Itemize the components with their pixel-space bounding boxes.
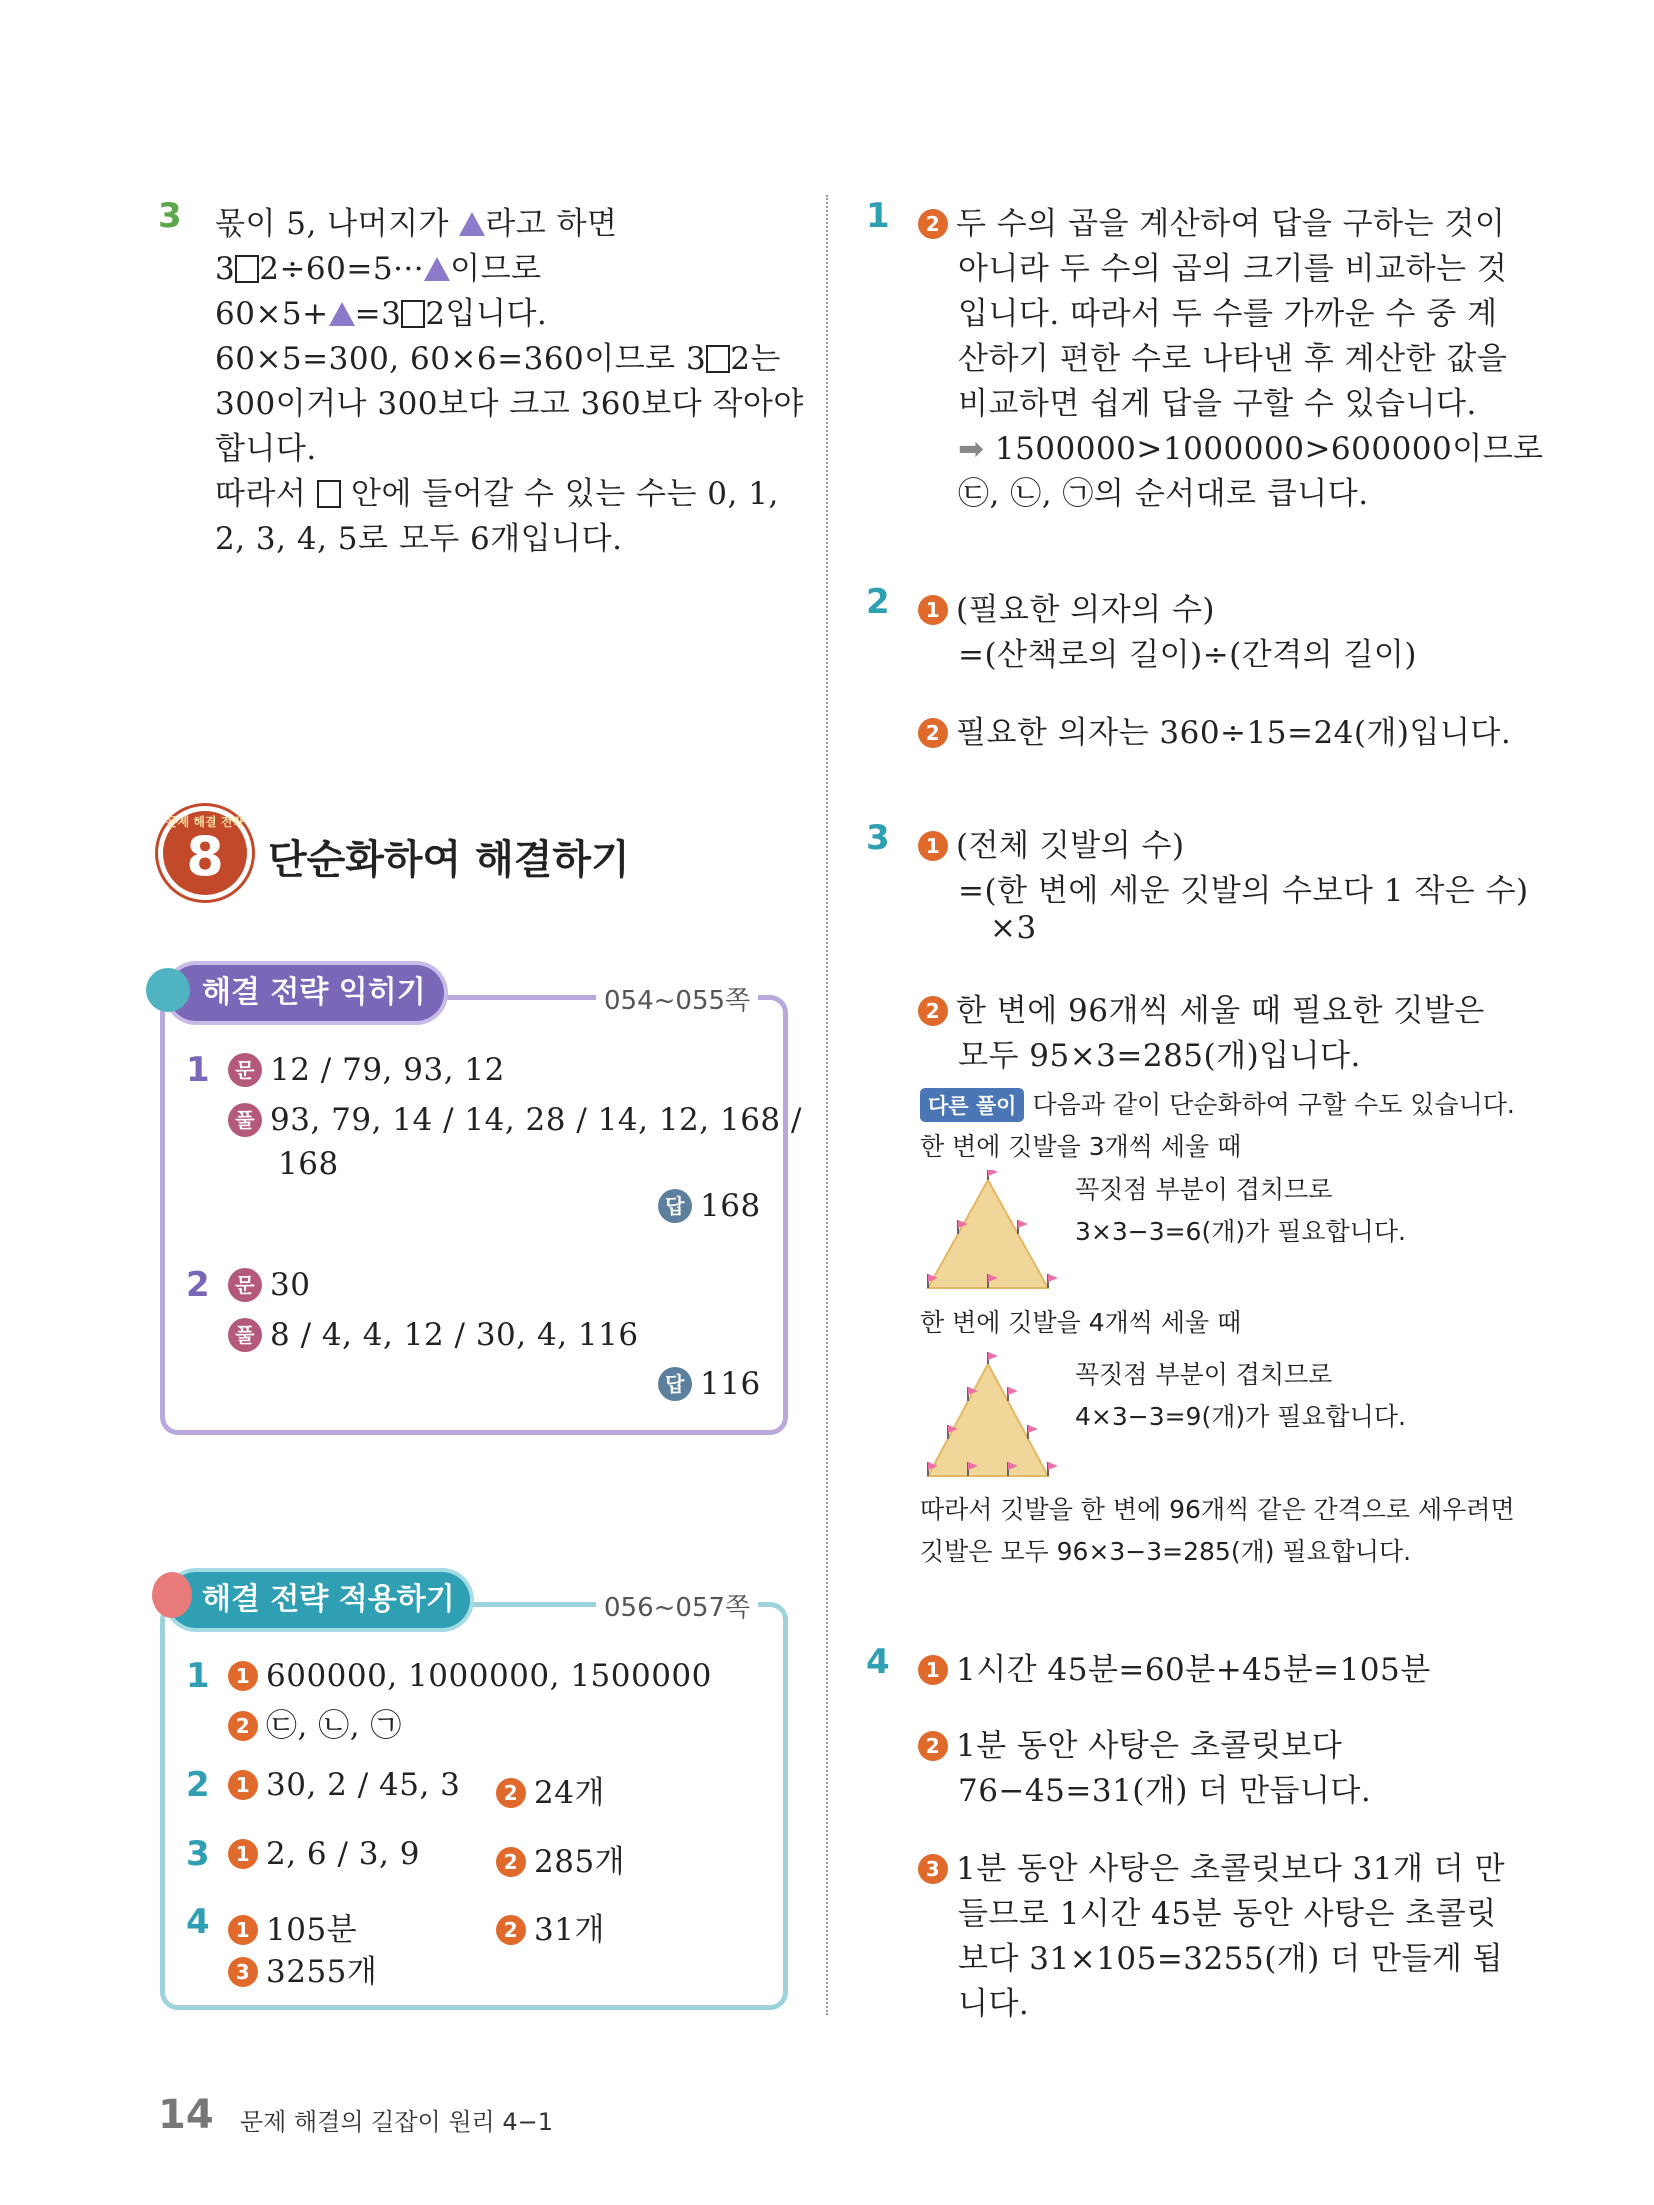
step-number-icon: 2 (496, 1778, 526, 1808)
text-line: 1 (필요한 의자의 수) (918, 584, 1215, 629)
panel-tag: 해결 전략 익히기 (168, 965, 444, 1021)
step-number-icon: 2 (496, 1847, 526, 1877)
answer-line: 3 3255개 (228, 1946, 377, 1991)
alt-solution-line: 꼭짓점 부분이 겹치므로 (1075, 1175, 1333, 1204)
problem-number: 1 (866, 196, 890, 236)
step-number-icon: 1 (918, 1655, 948, 1685)
text-line: 60×5+ =3 2입니다. (215, 296, 548, 332)
answer-line: 1 2, 6 / 3, 9 (228, 1836, 420, 1872)
alt-solution-line: 깃발은 모두 96×3−3=285(개) 필요합니다. (920, 1537, 1412, 1566)
blank-box-icon (235, 255, 259, 283)
step-number-icon: 2 (918, 209, 948, 239)
text-line: 2, 3, 4, 5로 모두 6개입니다. (215, 521, 623, 557)
text-line: =(한 변에 세운 깃발의 수보다 1 작은 수) (958, 873, 1529, 909)
question-line: 문 12 / 79, 93, 12 (228, 1052, 505, 1088)
step-number-icon: 1 (918, 831, 948, 861)
mascot-icon (152, 1572, 192, 1618)
page-range: 056~057쪽 (596, 1587, 758, 1624)
item-number: 3 (186, 1834, 210, 1874)
answer-line: 2 ㉢, ㉡, ㉠ (228, 1700, 402, 1745)
dap-badge-icon: 답 (658, 1367, 692, 1401)
item-number: 2 (186, 1765, 210, 1805)
pul-badge-icon: 풀 (228, 1103, 262, 1137)
answer-line: 1 30, 2 / 45, 3 (228, 1767, 460, 1803)
section-number-badge: 문제 해결 전략 8 (158, 806, 252, 900)
page-number: 14 (158, 2092, 214, 2138)
text-line: 니다. (958, 1986, 1030, 2022)
answer-line: 2 285개 (496, 1836, 625, 1881)
answer-line: 답 168 (658, 1188, 761, 1224)
page-range: 054~055쪽 (596, 980, 758, 1017)
problem-number: 4 (866, 1642, 890, 1682)
text-line: 입니다. 따라서 두 수를 가까운 수 중 계 (958, 296, 1498, 332)
alt-solution-line: 4×3−3=9(개)가 필요합니다. (1075, 1402, 1406, 1431)
text-line: 비교하면 쉽게 답을 구할 수 있습니다. (958, 386, 1477, 422)
alt-solution-line: 한 변에 깃발을 4개씩 세울 때 (920, 1308, 1242, 1337)
step-number-icon: 1 (918, 595, 948, 625)
text-line: 2 두 수의 곱을 계산하여 답을 구하는 것이 (918, 198, 1505, 243)
item-number: 4 (186, 1902, 210, 1942)
mun-badge-icon: 문 (228, 1268, 262, 1302)
alt-solution-line: 따라서 깃발을 한 변에 96개씩 같은 간격으로 세우려면 (920, 1495, 1515, 1524)
mascot-icon (146, 968, 190, 1012)
alt-solution-line: 꼭짓점 부분이 겹치므로 (1075, 1360, 1333, 1389)
blank-box-icon (401, 300, 425, 328)
step-number-icon: 1 (228, 1770, 258, 1800)
column-divider (826, 195, 828, 2015)
text-line: 2 필요한 의자는 360÷15=24(개)입니다. (918, 707, 1511, 752)
text-line: 보다 31×105=3255(개) 더 만들게 됩 (958, 1941, 1504, 1977)
step-number-icon: 3 (228, 1957, 258, 1987)
text-line: 모두 95×3=285(개)입니다. (958, 1038, 1361, 1074)
step-number-icon: 3 (918, 1854, 948, 1884)
book-title: 문제 해결의 길잡이 원리 4−1 (240, 2108, 554, 2136)
solution-line: 풀 8 / 4, 4, 12 / 30, 4, 116 (228, 1317, 639, 1353)
text-line: 300이거나 300보다 크고 360보다 작아야 (215, 386, 804, 422)
answer-line: 답 116 (658, 1366, 761, 1402)
step-number-icon: 2 (918, 718, 948, 748)
alt-solution-label: 다른 풀이 (920, 1088, 1024, 1122)
mun-badge-icon: 문 (228, 1053, 262, 1087)
text-line: 3 2÷60=5··· 이므로 (215, 251, 542, 287)
text-line: 들므로 1시간 45분 동안 사탕은 초콜릿 (958, 1896, 1497, 1932)
step-number-icon: 1 (228, 1839, 258, 1869)
text-line: 합니다. (215, 431, 317, 467)
text-line: =(산책로의 길이)÷(간격의 길이) (958, 637, 1417, 673)
item-number: 1 (186, 1050, 210, 1090)
step-number-icon: 2 (496, 1915, 526, 1945)
text-line: 60×5=300, 60×6=360이므로 3 2는 (215, 341, 781, 377)
text-line: 2 1분 동안 사탕은 초콜릿보다 (918, 1720, 1342, 1765)
answer-line: 1 600000, 1000000, 1500000 (228, 1658, 712, 1694)
triangle-icon (329, 302, 355, 326)
arrow-icon: ➡ (958, 431, 985, 467)
triangle-flags-4-illustration (918, 1350, 1058, 1482)
blank-box-icon (317, 480, 341, 508)
section-title: 단순화하여 해결하기 (268, 837, 630, 883)
answer-line: 2 31개 (496, 1904, 605, 1949)
solution-line: 풀 93, 79, 14 / 14, 28 / 14, 12, 168 / (228, 1102, 802, 1138)
text-line: 1 1시간 45분=60분+45분=105분 (918, 1644, 1431, 1689)
triangle-icon (424, 257, 450, 281)
text-line: 아니라 두 수의 곱의 크기를 비교하는 것 (958, 251, 1508, 287)
text-line: 76−45=31(개) 더 만듭니다. (958, 1773, 1372, 1809)
text-line: 2 한 변에 96개씩 세울 때 필요한 깃발은 (918, 985, 1485, 1030)
alt-solution-line: 한 변에 깃발을 3개씩 세울 때 (920, 1132, 1242, 1161)
alt-solution-line: 다른 풀이 다음과 같이 단순화하여 구할 수도 있습니다. (920, 1085, 1515, 1122)
dap-badge-icon: 답 (658, 1189, 692, 1223)
blank-box-icon (706, 345, 730, 373)
pul-badge-icon: 풀 (228, 1318, 262, 1352)
step-number-icon: 1 (228, 1661, 258, 1691)
text-line: 몫이 5, 나머지가 라고 하면 (215, 206, 618, 242)
text-line: 1 (전체 깃발의 수) (918, 820, 1185, 865)
alt-solution-line: 3×3−3=6(개)가 필요합니다. (1075, 1217, 1406, 1246)
text-line: 산하기 편한 수로 나타낸 후 계산한 값을 (958, 341, 1508, 377)
panel-tag: 해결 전략 적용하기 (168, 1572, 470, 1628)
answer-line: 2 24개 (496, 1767, 605, 1812)
item-number: 1 (186, 1656, 210, 1696)
text-line: 3 1분 동안 사탕은 초콜릿보다 31개 더 만 (918, 1843, 1505, 1888)
problem-number: 2 (866, 582, 890, 622)
text-line: ㉢, ㉡, ㉠의 순서대로 큽니다. (958, 476, 1369, 512)
step-number-icon: 1 (228, 1915, 258, 1945)
question-line: 문 30 (228, 1267, 310, 1303)
text-line: ×3 (990, 910, 1037, 946)
triangle-flags-3-illustration (918, 1170, 1058, 1294)
step-number-icon: 2 (918, 1731, 948, 1761)
problem-number: 3 (866, 818, 890, 858)
answer-line: 1 105분 (228, 1904, 357, 1949)
item-number: 2 (186, 1265, 210, 1305)
problem-number: 3 (158, 196, 182, 236)
step-number-icon: 2 (228, 1711, 258, 1741)
triangle-icon (459, 212, 485, 236)
step-number-icon: 2 (918, 996, 948, 1026)
text-line: ➡ 1500000>1000000>600000이므로 (958, 431, 1544, 467)
solution-line: 168 (278, 1146, 339, 1182)
text-line: 따라서 안에 들어갈 수 있는 수는 0, 1, (215, 476, 779, 512)
